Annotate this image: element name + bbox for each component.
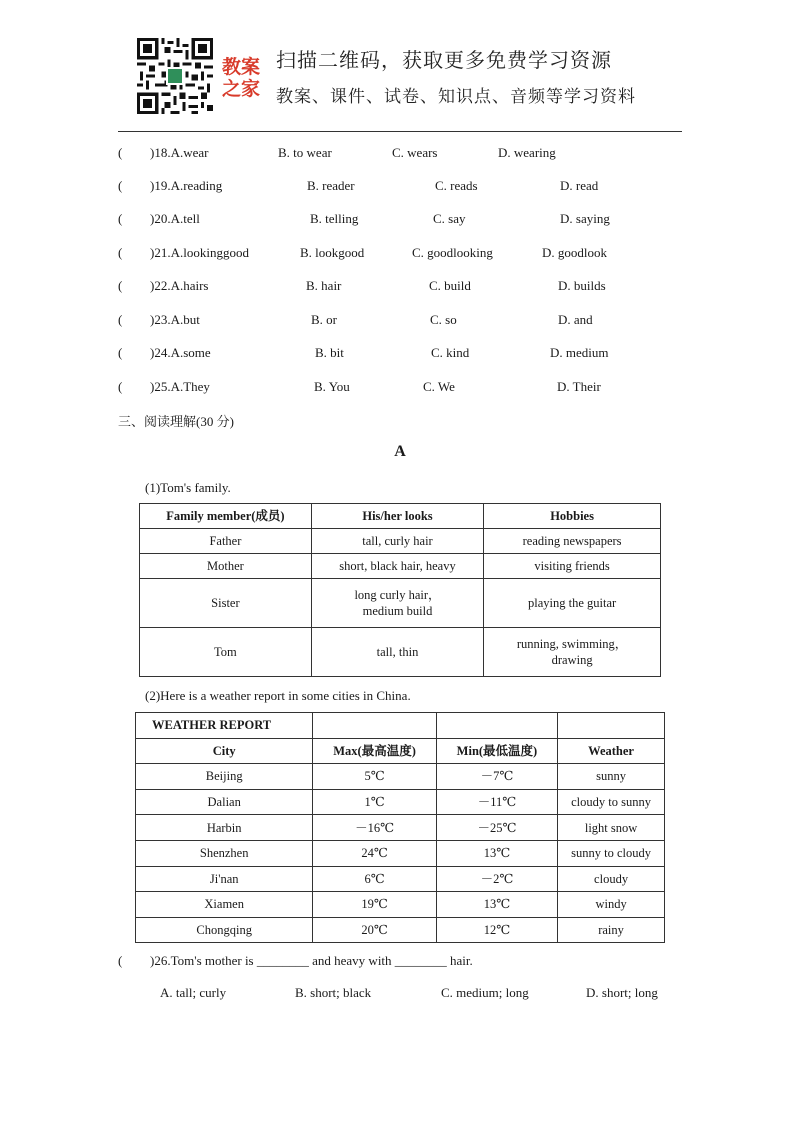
table-cell (313, 713, 436, 739)
table-row (140, 554, 661, 579)
table-row (136, 840, 665, 866)
table-cell: 19℃ (313, 892, 436, 918)
option-c: C. say (433, 211, 466, 226)
answer-bracket[interactable]: ( (118, 345, 123, 360)
table-cell: playing the guitar (484, 579, 661, 628)
table-row (140, 628, 661, 677)
question-26-text: )26.Tom's mother is ________ and heavy with ________ hair. (150, 953, 473, 968)
option-d: D. medium (550, 345, 609, 360)
family-table (139, 503, 661, 677)
table-cell: －25℃ (436, 815, 557, 841)
table-cell: 5℃ (313, 764, 436, 790)
option-a: )22.A.hairs (150, 278, 209, 293)
table-cell: windy (558, 892, 665, 918)
table-cell: sunny (558, 764, 665, 790)
part-title: A (394, 443, 406, 460)
option-d: D. and (558, 312, 593, 327)
option-d: D. saying (560, 211, 610, 226)
header-looks: His/her looks (362, 509, 433, 523)
option-d: D. builds (558, 278, 606, 293)
table-header (484, 504, 661, 529)
table-cell (436, 713, 557, 739)
header-min: Min(最低温度) (436, 738, 557, 764)
option-d: D. goodlook (542, 245, 607, 260)
header-slogan-line1: 扫描二维码，获取更多免费学习资源 (276, 48, 612, 72)
table-cell (558, 713, 665, 739)
question-row-22 (118, 278, 718, 298)
table-cell: －7℃ (436, 764, 557, 790)
header-divider (118, 131, 682, 132)
option-c: C. so (430, 312, 457, 327)
table-cell: Chongqing (136, 917, 313, 943)
logo-text-top (222, 56, 268, 100)
header-hobbies: Hobbies (550, 509, 594, 523)
table-cell: Mother (140, 554, 312, 579)
section-title: 三、阅读理解(30 分) (118, 414, 234, 429)
answer-bracket[interactable]: ( (118, 211, 123, 226)
table-header (140, 504, 312, 529)
table-cell: cloudy (558, 866, 665, 892)
table-cell: 12℃ (436, 917, 557, 943)
table-header (311, 504, 483, 529)
option-b: B. telling (310, 211, 359, 226)
option-c: C. We (423, 379, 455, 394)
answer-bracket[interactable]: ( (118, 278, 123, 293)
header-slogan-line2: 教案、课件、试卷、知识点、音频等学习资料 (276, 87, 636, 107)
option-d: D. short; long (586, 985, 658, 1000)
header-family-member: Family member(成员) (166, 509, 285, 523)
option-a: )24.A.some (150, 345, 211, 360)
table-cell: 13℃ (436, 840, 557, 866)
table-cell: 20℃ (313, 917, 436, 943)
table-cell: short, black hair, heavy (311, 554, 483, 579)
option-a: A. tall; curly (160, 985, 227, 1000)
weather-table-caption: (2)Here is a weather report in some cities in China. (145, 688, 411, 703)
option-b: B. lookgood (300, 245, 365, 260)
answer-bracket[interactable]: ( (118, 379, 123, 394)
table-cell: 1℃ (313, 789, 436, 815)
family-table-caption: (1)Tom's family. (145, 480, 231, 495)
table-cell: cloudy to sunny (558, 789, 665, 815)
question-26-options (160, 985, 720, 1005)
option-a: )18.A.wear (150, 145, 209, 160)
table-cell: running, swimming， drawing (484, 628, 661, 677)
option-c: C. kind (431, 345, 470, 360)
table-cell: Dalian (136, 789, 313, 815)
table-cell: visiting friends (484, 554, 661, 579)
logo-text: 教案之家 (222, 56, 261, 100)
answer-bracket[interactable]: ( (118, 145, 123, 160)
option-d: D. read (560, 178, 599, 193)
option-c: C. build (429, 278, 471, 293)
page-header (0, 0, 800, 130)
option-b: B. reader (307, 178, 355, 193)
table-cell: －11℃ (436, 789, 557, 815)
option-c: C. medium; long (441, 985, 529, 1000)
table-cell: tall, curly hair (311, 529, 483, 554)
table-cell: Sister (140, 579, 312, 628)
question-row-20 (118, 211, 718, 231)
option-b: B. to wear (278, 145, 332, 160)
option-c: C. reads (435, 178, 478, 193)
table-row (136, 917, 665, 943)
table-cell: light snow (558, 815, 665, 841)
table-row (140, 529, 661, 554)
table-cell: Father (140, 529, 312, 554)
header-city: City (136, 738, 313, 764)
table-cell: Xiamen (136, 892, 313, 918)
option-b: B. short; black (295, 985, 372, 1000)
table-row (140, 579, 661, 628)
header-max: Max(最高温度) (313, 738, 436, 764)
table-cell: 13℃ (436, 892, 557, 918)
table-row (136, 764, 665, 790)
table-cell: reading newspapers (484, 529, 661, 554)
qr-code-icon (137, 38, 213, 114)
option-c: C. goodlooking (412, 245, 493, 260)
option-a: )21.A.lookinggood (150, 245, 249, 260)
weather-report-title: WEATHER REPORT (136, 713, 313, 739)
option-d: D. Their (557, 379, 601, 394)
table-cell: Ji'nan (136, 866, 313, 892)
question-row-26 (118, 953, 718, 973)
header-weather: Weather (558, 738, 665, 764)
table-row (136, 815, 665, 841)
question-row-18 (118, 145, 718, 165)
answer-bracket[interactable]: ( (118, 953, 123, 968)
table-cell: －16℃ (313, 815, 436, 841)
question-row-25 (118, 379, 718, 399)
option-d: D. wearing (498, 145, 556, 160)
table-cell: sunny to cloudy (558, 840, 665, 866)
table-row (136, 892, 665, 918)
table-cell: Harbin (136, 815, 313, 841)
option-b: B. hair (306, 278, 342, 293)
table-cell: 6℃ (313, 866, 436, 892)
table-cell: 24℃ (313, 840, 436, 866)
table-cell: rainy (558, 917, 665, 943)
option-b: B. bit (315, 345, 344, 360)
question-row-19 (118, 178, 718, 198)
question-row-21 (118, 245, 718, 265)
question-row-23 (118, 312, 718, 332)
answer-bracket[interactable]: ( (118, 312, 123, 327)
option-a: )19.A.reading (150, 178, 223, 193)
table-cell: Tom (140, 628, 312, 677)
weather-table (135, 712, 665, 943)
option-b: B. You (314, 379, 350, 394)
option-a: )25.A.They (150, 379, 210, 394)
option-a: )23.A.but (150, 312, 200, 327)
table-row (136, 789, 665, 815)
table-cell: tall, thin (311, 628, 483, 677)
table-cell: long curly hair， medium build (311, 579, 483, 628)
option-a: )20.A.tell (150, 211, 200, 226)
table-cell: －2℃ (436, 866, 557, 892)
answer-bracket[interactable]: ( (118, 245, 123, 260)
option-b: B. or (311, 312, 337, 327)
question-row-24 (118, 345, 718, 365)
table-row (136, 866, 665, 892)
table-cell: Beijing (136, 764, 313, 790)
option-c: C. wears (392, 145, 438, 160)
table-cell: Shenzhen (136, 840, 313, 866)
answer-bracket[interactable]: ( (118, 178, 123, 193)
